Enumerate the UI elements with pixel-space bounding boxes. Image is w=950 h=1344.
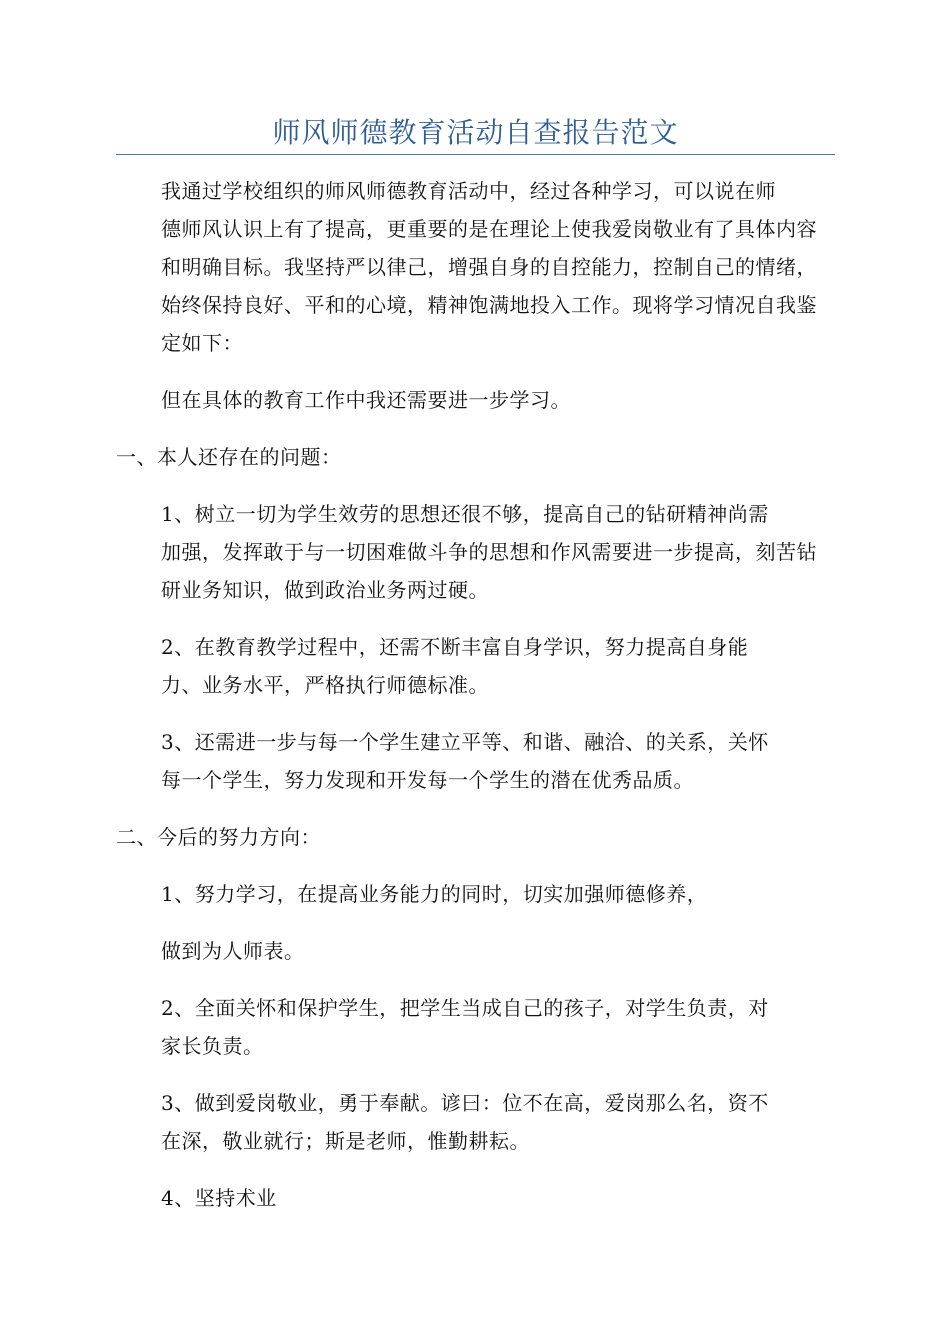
text-line: 做到为人师表。 xyxy=(161,939,305,963)
text-line: 1、树立一切为学生效劳的思想还很不够，提高自己的钻研精神尚需 xyxy=(161,502,769,526)
text-line: 但在具体的教育工作中我还需要进一步学习。 xyxy=(161,388,571,412)
text-line: 3、还需进一步与每一个学生建立平等、和谐、融洽、的关系，关怀 xyxy=(161,730,769,754)
text-line: 研业务知识，做到政治业务两过硬。 xyxy=(161,578,489,602)
document-title: 师风师德教育活动自查报告范文 xyxy=(272,116,679,149)
text-line: 家长负责。 xyxy=(161,1034,264,1058)
text-line: 一、本人还存在的问题： xyxy=(116,445,342,469)
paragraph xyxy=(116,932,835,970)
paragraph xyxy=(116,989,835,1065)
text-line: 力、业务水平，严格执行师德标准。 xyxy=(161,673,489,697)
text-line: 始终保持良好、平和的心境，精神饱满地投入工作。现将学习情况自我鉴 xyxy=(161,293,817,317)
text-line: 1、努力学习，在提高业务能力的同时，切实加强师德修养， xyxy=(161,882,708,906)
paragraph xyxy=(116,723,835,799)
text-line: 定如下： xyxy=(161,331,243,355)
paragraph xyxy=(116,1179,835,1217)
document-body xyxy=(116,172,835,1236)
text-line: 2、在教育教学过程中，还需不断丰富自身学识，努力提高自身能 xyxy=(161,635,749,659)
text-line: 在深，敬业就行；斯是老师，惟勤耕耘。 xyxy=(161,1129,530,1153)
text-line: 和明确目标。我坚持严以律己，增强自身的自控能力，控制自己的情绪， xyxy=(161,255,817,279)
text-line: 4、坚持术业 xyxy=(161,1186,277,1210)
text-line: 2、全面关怀和保护学生，把学生当成自己的孩子，对学生负责，对 xyxy=(161,996,769,1020)
section-heading xyxy=(116,818,835,856)
section-heading xyxy=(116,438,835,476)
text-line: 德师风认识上有了提高，更重要的是在理论上使我爱岗敬业有了具体内容 xyxy=(161,217,817,241)
text-line: 3、做到爱岗敬业，勇于奉献。谚曰：位不在高，爱岗那么名，资不 xyxy=(161,1091,769,1115)
paragraph xyxy=(116,628,835,704)
paragraph xyxy=(116,495,835,609)
text-line: 每一个学生，努力发现和开发每一个学生的潜在优秀品质。 xyxy=(161,768,694,792)
text-line: 加强，发挥敢于与一切困难做斗争的思想和作风需要进一步提高，刻苦钻 xyxy=(161,540,817,564)
paragraph xyxy=(116,875,835,913)
text-line: 二、今后的努力方向： xyxy=(116,825,321,849)
title-underline xyxy=(116,154,835,155)
paragraph xyxy=(116,381,835,419)
text-line: 我通过学校组织的师风师德教育活动中，经过各种学习，可以说在师 xyxy=(161,179,776,203)
paragraph xyxy=(116,1084,835,1160)
paragraph xyxy=(116,172,835,362)
